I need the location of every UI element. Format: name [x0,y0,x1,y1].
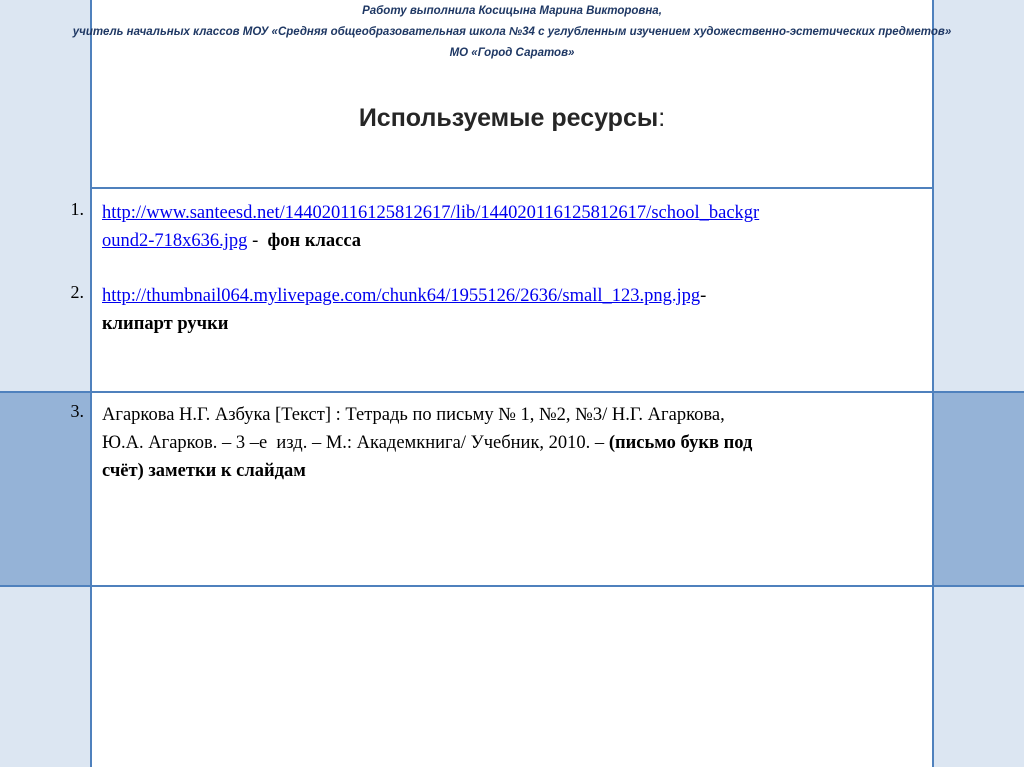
resource-entry-2 [102,282,922,338]
right-band-middle [933,392,1024,586]
resource-text-3-line-1: Агаркова Н.Г. Азбука [Текст] : Тетрадь по письму № 1, №2, №3/ Н.Г. Агаркова, [102,405,725,425]
resource-link-1-part-1[interactable]: http://www.santeesd.net/14402011612581261​7/lib/144020116125812617/school_backgr [102,203,760,223]
author-line-2: учитель начальных классов МОУ «Средняя общеобразовательная школа №34 с углубленным изучением художественно-эстетических предметов» [72,26,952,38]
right-band-bottom [933,586,1024,767]
resource-note-2: клипарт ручки [102,314,229,334]
page-title-colon: : [658,104,666,132]
resource-link-2[interactable]: http://thumbnail064.mylivepage.com/chunk64/1955126/2636/small_123.png.jpg [102,286,701,306]
resource-separator-2: - [700,286,707,306]
resource-text-3-line-2: Ю.А. Агарков. – 3 –е изд. – М.: Академкнига/ Учебник, 2010. – [102,433,609,453]
grid-line-header [90,187,934,189]
grid-line-middle-bottom [0,585,1024,587]
resource-link-1-part-2[interactable]: ound2-718x636.jpg [102,231,248,251]
left-band-bottom [0,586,91,767]
resource-number-3: 3. [70,401,84,421]
resource-note-3-line-2: (письмо букв под [608,433,753,453]
resource-note-1: фон класса [267,231,362,251]
page-title-text: Используемые ресурсы [358,104,659,132]
resource-separator-1: - [247,231,268,251]
resource-entry-3 [102,401,922,485]
page-title [91,104,933,133]
grid-line-middle-top [0,391,1024,393]
resource-number-2: 2. [70,282,84,302]
resource-entry-1 [102,199,922,255]
resource-number-1: 1. [70,199,84,219]
author-line-1: Работу выполнила Косицына Марина Викторовна, [362,5,662,17]
author-line-3: МО «Город Саратов» [449,47,575,59]
resource-note-3-line-3: счёт) заметки к слайдам [102,461,306,481]
